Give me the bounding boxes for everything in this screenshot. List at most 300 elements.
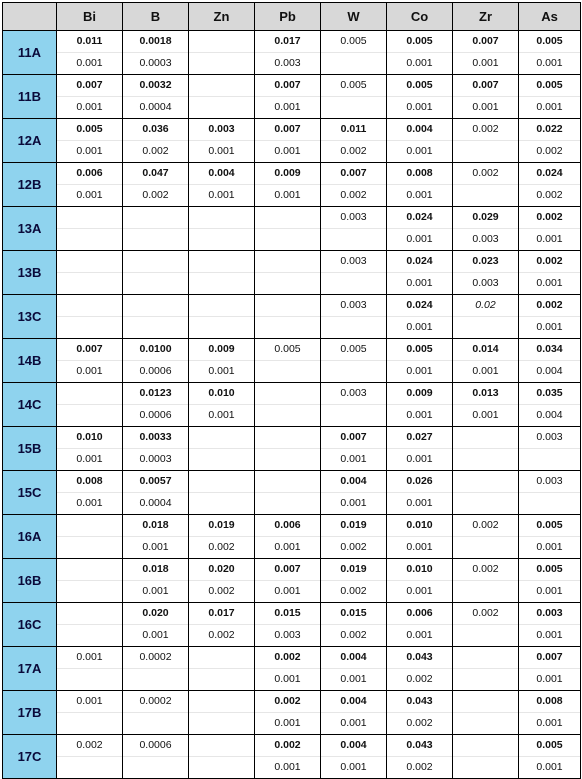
uncertainty-value: 0.0006 — [123, 404, 188, 426]
value-cell-as — [519, 207, 581, 251]
value-cell-pb — [255, 735, 321, 779]
column-header-zr: Zr — [453, 3, 519, 31]
uncertainty-value: 0.001 — [321, 756, 386, 778]
measured-value: 0.003 — [340, 299, 367, 311]
uncertainty-value — [57, 624, 122, 646]
measured-value — [57, 295, 122, 316]
uncertainty-value — [57, 712, 122, 734]
value-cell-bi — [57, 163, 123, 207]
uncertainty-value — [255, 360, 320, 382]
measured-value: 0.009 — [274, 167, 301, 179]
table-row — [3, 471, 581, 515]
uncertainty-value: 0.001 — [519, 580, 580, 602]
measured-value: 0.0032 — [139, 79, 172, 91]
column-header-b: B — [123, 3, 189, 31]
measured-value — [123, 251, 188, 272]
value-cell-co — [387, 207, 453, 251]
uncertainty-value — [453, 492, 518, 514]
measured-value — [189, 207, 254, 228]
uncertainty-value: 0.001 — [387, 96, 452, 118]
measured-value — [255, 295, 320, 316]
measured-value — [57, 559, 122, 580]
measured-value: 0.002 — [472, 607, 499, 619]
value-cell-zn — [189, 559, 255, 603]
value-cell-b — [123, 207, 189, 251]
uncertainty-value: 0.0004 — [123, 96, 188, 118]
uncertainty-value: 0.001 — [387, 52, 452, 74]
value-cell-w — [321, 119, 387, 163]
uncertainty-value: 0.001 — [519, 624, 580, 646]
uncertainty-value — [519, 448, 580, 470]
uncertainty-value: 0.002 — [321, 580, 386, 602]
table-row — [3, 515, 581, 559]
measured-value — [453, 427, 518, 448]
row-header: 15C — [3, 471, 57, 515]
measured-value: 0.009 — [406, 387, 433, 399]
measured-value: 0.018 — [142, 563, 169, 575]
measured-value: 0.007 — [472, 79, 499, 91]
uncertainty-value: 0.001 — [453, 96, 518, 118]
row-header: 13C — [3, 295, 57, 339]
uncertainty-value — [189, 712, 254, 734]
measured-value: 0.036 — [142, 123, 169, 135]
measured-value: 0.002 — [274, 651, 301, 663]
value-cell-pb — [255, 339, 321, 383]
value-cell-co — [387, 251, 453, 295]
uncertainty-value — [57, 536, 122, 558]
uncertainty-value — [453, 316, 518, 338]
table-row — [3, 339, 581, 383]
measured-value — [255, 207, 320, 228]
value-cell-bi — [57, 559, 123, 603]
uncertainty-value: 0.001 — [387, 536, 452, 558]
table-body — [3, 31, 581, 779]
value-cell-zn — [189, 427, 255, 471]
measured-value: 0.004 — [340, 475, 367, 487]
value-cell-pb — [255, 295, 321, 339]
value-cell-w — [321, 603, 387, 647]
measured-value: 0.002 — [274, 739, 301, 751]
uncertainty-value: 0.001 — [453, 360, 518, 382]
uncertainty-value: 0.001 — [57, 360, 122, 382]
uncertainty-value: 0.001 — [387, 492, 452, 514]
column-header-as: As — [519, 3, 581, 31]
uncertainty-value: 0.001 — [57, 448, 122, 470]
measured-value: 0.003 — [340, 255, 367, 267]
measured-value: 0.014 — [472, 343, 499, 355]
value-cell-zr — [453, 383, 519, 427]
value-cell-zn — [189, 735, 255, 779]
measured-value: 0.005 — [340, 35, 367, 47]
uncertainty-value: 0.004 — [519, 360, 580, 382]
measured-value: 0.0018 — [139, 35, 172, 47]
table-row — [3, 31, 581, 75]
value-cell-w — [321, 691, 387, 735]
table-container — [2, 2, 581, 779]
measured-value: 0.007 — [340, 431, 367, 443]
uncertainty-value: 0.002 — [123, 184, 188, 206]
value-cell-zr — [453, 735, 519, 779]
measured-value: 0.013 — [472, 387, 499, 399]
uncertainty-value — [189, 316, 254, 338]
row-header: 17C — [3, 735, 57, 779]
measured-value — [255, 251, 320, 272]
measured-value: 0.007 — [76, 343, 103, 355]
value-cell-b — [123, 163, 189, 207]
value-cell-zr — [453, 295, 519, 339]
uncertainty-value: 0.001 — [57, 52, 122, 74]
measured-value: 0.017 — [208, 607, 235, 619]
uncertainty-value: 0.001 — [387, 316, 452, 338]
measured-value: 0.005 — [406, 35, 433, 47]
value-cell-zn — [189, 339, 255, 383]
uncertainty-value: 0.001 — [57, 140, 122, 162]
uncertainty-value — [123, 668, 188, 690]
measured-value: 0.011 — [76, 35, 103, 47]
value-cell-as — [519, 31, 581, 75]
concentration-table — [2, 2, 581, 779]
value-cell-bi — [57, 691, 123, 735]
row-header: 16A — [3, 515, 57, 559]
value-cell-as — [519, 559, 581, 603]
uncertainty-value — [519, 492, 580, 514]
value-cell-b — [123, 515, 189, 559]
measured-value: 0.004 — [340, 651, 367, 663]
value-cell-bi — [57, 647, 123, 691]
uncertainty-value: 0.0004 — [123, 492, 188, 514]
uncertainty-value: 0.001 — [387, 448, 452, 470]
value-cell-bi — [57, 251, 123, 295]
value-cell-as — [519, 295, 581, 339]
measured-value: 0.007 — [274, 563, 301, 575]
table-row — [3, 163, 581, 207]
value-cell-pb — [255, 559, 321, 603]
value-cell-w — [321, 75, 387, 119]
measured-value: 0.001 — [76, 651, 103, 663]
value-cell-zn — [189, 119, 255, 163]
uncertainty-value: 0.002 — [189, 580, 254, 602]
value-cell-bi — [57, 119, 123, 163]
row-header: 16B — [3, 559, 57, 603]
uncertainty-value — [57, 272, 122, 294]
measured-value — [123, 295, 188, 316]
value-cell-b — [123, 339, 189, 383]
uncertainty-value: 0.001 — [519, 96, 580, 118]
measured-value: 0.043 — [406, 695, 433, 707]
measured-value: 0.007 — [274, 79, 301, 91]
value-cell-b — [123, 75, 189, 119]
measured-value — [189, 735, 254, 756]
value-cell-zr — [453, 119, 519, 163]
value-cell-co — [387, 471, 453, 515]
uncertainty-value — [453, 712, 518, 734]
value-cell-b — [123, 471, 189, 515]
value-cell-b — [123, 383, 189, 427]
uncertainty-value: 0.001 — [189, 360, 254, 382]
measured-value: 0.004 — [406, 123, 433, 135]
value-cell-zr — [453, 515, 519, 559]
table-header — [3, 3, 581, 31]
uncertainty-value: 0.001 — [57, 492, 122, 514]
measured-value — [189, 75, 254, 96]
measured-value: 0.005 — [340, 343, 367, 355]
uncertainty-value — [123, 272, 188, 294]
uncertainty-value — [189, 228, 254, 250]
column-header-w: W — [321, 3, 387, 31]
column-header-pb: Pb — [255, 3, 321, 31]
uncertainty-value: 0.001 — [519, 712, 580, 734]
table-row — [3, 647, 581, 691]
measured-value: 0.015 — [274, 607, 301, 619]
value-cell-bi — [57, 427, 123, 471]
uncertainty-value — [321, 404, 386, 426]
value-cell-b — [123, 251, 189, 295]
uncertainty-value: 0.003 — [453, 272, 518, 294]
measured-value: 0.005 — [536, 519, 563, 531]
uncertainty-value: 0.001 — [255, 184, 320, 206]
measured-value: 0.027 — [406, 431, 433, 443]
uncertainty-value — [123, 756, 188, 778]
measured-value: 0.007 — [274, 123, 301, 135]
measured-value: 0.019 — [208, 519, 235, 531]
measured-value: 0.002 — [536, 299, 563, 311]
uncertainty-value: 0.003 — [255, 52, 320, 74]
measured-value: 0.010 — [76, 431, 103, 443]
table-row — [3, 207, 581, 251]
value-cell-w — [321, 735, 387, 779]
value-cell-pb — [255, 603, 321, 647]
value-cell-co — [387, 647, 453, 691]
value-cell-as — [519, 603, 581, 647]
measured-value — [57, 383, 122, 404]
measured-value: 0.004 — [340, 695, 367, 707]
uncertainty-value: 0.002 — [321, 140, 386, 162]
value-cell-pb — [255, 251, 321, 295]
measured-value: 0.019 — [340, 563, 367, 575]
value-cell-as — [519, 119, 581, 163]
uncertainty-value — [189, 96, 254, 118]
value-cell-zr — [453, 163, 519, 207]
row-header: 11B — [3, 75, 57, 119]
measured-value — [189, 295, 254, 316]
measured-value: 0.0100 — [139, 343, 172, 355]
measured-value: 0.005 — [536, 35, 563, 47]
uncertainty-value: 0.002 — [321, 624, 386, 646]
measured-value: 0.023 — [472, 255, 499, 267]
measured-value: 0.002 — [536, 255, 563, 267]
uncertainty-value — [321, 316, 386, 338]
measured-value: 0.0057 — [139, 475, 172, 487]
uncertainty-value — [321, 272, 386, 294]
uncertainty-value: 0.001 — [123, 624, 188, 646]
measured-value: 0.004 — [208, 167, 235, 179]
value-cell-pb — [255, 75, 321, 119]
uncertainty-value — [255, 316, 320, 338]
value-cell-bi — [57, 75, 123, 119]
uncertainty-value — [453, 184, 518, 206]
uncertainty-value — [453, 140, 518, 162]
row-header: 12B — [3, 163, 57, 207]
uncertainty-value — [321, 52, 386, 74]
measured-value — [189, 691, 254, 712]
uncertainty-value: 0.001 — [519, 316, 580, 338]
header-row — [3, 3, 581, 31]
value-cell-as — [519, 471, 581, 515]
value-cell-co — [387, 383, 453, 427]
value-cell-co — [387, 427, 453, 471]
value-cell-pb — [255, 383, 321, 427]
value-cell-zn — [189, 691, 255, 735]
uncertainty-value: 0.001 — [189, 404, 254, 426]
uncertainty-value — [321, 96, 386, 118]
measured-value: 0.0123 — [139, 387, 172, 399]
uncertainty-value: 0.001 — [453, 404, 518, 426]
value-cell-zn — [189, 295, 255, 339]
measured-value: 0.0006 — [139, 739, 172, 751]
uncertainty-value: 0.001 — [387, 404, 452, 426]
value-cell-zr — [453, 647, 519, 691]
measured-value: 0.006 — [76, 167, 103, 179]
value-cell-zr — [453, 471, 519, 515]
measured-value: 0.019 — [340, 519, 367, 531]
uncertainty-value: 0.001 — [387, 140, 452, 162]
value-cell-bi — [57, 31, 123, 75]
measured-value: 0.024 — [406, 255, 433, 267]
value-cell-w — [321, 251, 387, 295]
value-cell-b — [123, 691, 189, 735]
table-row — [3, 559, 581, 603]
value-cell-pb — [255, 647, 321, 691]
value-cell-b — [123, 295, 189, 339]
uncertainty-value — [321, 228, 386, 250]
uncertainty-value: 0.001 — [255, 580, 320, 602]
uncertainty-value: 0.001 — [255, 712, 320, 734]
uncertainty-value: 0.002 — [321, 184, 386, 206]
uncertainty-value: 0.001 — [321, 668, 386, 690]
measured-value: 0.010 — [208, 387, 235, 399]
measured-value — [189, 471, 254, 492]
value-cell-zn — [189, 603, 255, 647]
value-cell-w — [321, 427, 387, 471]
value-cell-bi — [57, 471, 123, 515]
value-cell-pb — [255, 691, 321, 735]
measured-value: 0.034 — [536, 343, 563, 355]
uncertainty-value: 0.002 — [123, 140, 188, 162]
value-cell-pb — [255, 163, 321, 207]
measured-value: 0.029 — [472, 211, 499, 223]
uncertainty-value: 0.003 — [255, 624, 320, 646]
value-cell-as — [519, 383, 581, 427]
value-cell-pb — [255, 119, 321, 163]
uncertainty-value — [57, 668, 122, 690]
measured-value: 0.007 — [536, 651, 563, 663]
measured-value: 0.008 — [406, 167, 433, 179]
measured-value — [123, 207, 188, 228]
measured-value — [189, 251, 254, 272]
value-cell-as — [519, 251, 581, 295]
measured-value: 0.003 — [536, 607, 563, 619]
value-cell-co — [387, 31, 453, 75]
value-cell-zn — [189, 383, 255, 427]
uncertainty-value — [189, 756, 254, 778]
uncertainty-value: 0.002 — [387, 712, 452, 734]
uncertainty-value — [123, 712, 188, 734]
value-cell-co — [387, 691, 453, 735]
measured-value: 0.02 — [475, 299, 496, 311]
measured-value: 0.024 — [536, 167, 563, 179]
corner-cell — [3, 3, 57, 31]
uncertainty-value — [57, 580, 122, 602]
uncertainty-value: 0.001 — [387, 360, 452, 382]
value-cell-bi — [57, 383, 123, 427]
value-cell-bi — [57, 735, 123, 779]
uncertainty-value — [123, 316, 188, 338]
uncertainty-value: 0.001 — [123, 536, 188, 558]
table-row — [3, 603, 581, 647]
uncertainty-value: 0.001 — [519, 536, 580, 558]
measured-value: 0.002 — [274, 695, 301, 707]
measured-value: 0.002 — [76, 739, 103, 751]
uncertainty-value: 0.002 — [189, 624, 254, 646]
measured-value: 0.0033 — [139, 431, 172, 443]
measured-value: 0.002 — [472, 519, 499, 531]
value-cell-w — [321, 295, 387, 339]
uncertainty-value: 0.0006 — [123, 360, 188, 382]
uncertainty-value — [453, 536, 518, 558]
value-cell-w — [321, 207, 387, 251]
measured-value: 0.003 — [536, 431, 563, 443]
value-cell-bi — [57, 295, 123, 339]
measured-value: 0.024 — [406, 211, 433, 223]
measured-value: 0.022 — [536, 123, 563, 135]
uncertainty-value: 0.001 — [321, 712, 386, 734]
table-row — [3, 75, 581, 119]
value-cell-zn — [189, 647, 255, 691]
measured-value — [57, 251, 122, 272]
value-cell-b — [123, 559, 189, 603]
row-header: 13A — [3, 207, 57, 251]
value-cell-bi — [57, 207, 123, 251]
measured-value: 0.010 — [406, 563, 433, 575]
measured-value: 0.043 — [406, 739, 433, 751]
measured-value: 0.007 — [340, 167, 367, 179]
column-header-bi: Bi — [57, 3, 123, 31]
uncertainty-value — [57, 756, 122, 778]
value-cell-as — [519, 75, 581, 119]
uncertainty-value: 0.002 — [519, 184, 580, 206]
uncertainty-value — [453, 448, 518, 470]
uncertainty-value: 0.001 — [189, 184, 254, 206]
measured-value — [189, 427, 254, 448]
value-cell-zr — [453, 427, 519, 471]
measured-value: 0.0002 — [139, 695, 172, 707]
uncertainty-value: 0.001 — [387, 624, 452, 646]
value-cell-zn — [189, 163, 255, 207]
value-cell-zr — [453, 603, 519, 647]
uncertainty-value: 0.001 — [255, 536, 320, 558]
uncertainty-value: 0.002 — [321, 536, 386, 558]
row-header: 16C — [3, 603, 57, 647]
value-cell-as — [519, 339, 581, 383]
measured-value: 0.017 — [274, 35, 301, 47]
uncertainty-value: 0.004 — [519, 404, 580, 426]
uncertainty-value: 0.001 — [387, 184, 452, 206]
measured-value — [453, 735, 518, 756]
value-cell-w — [321, 515, 387, 559]
value-cell-as — [519, 647, 581, 691]
measured-value: 0.001 — [76, 695, 103, 707]
uncertainty-value — [57, 404, 122, 426]
